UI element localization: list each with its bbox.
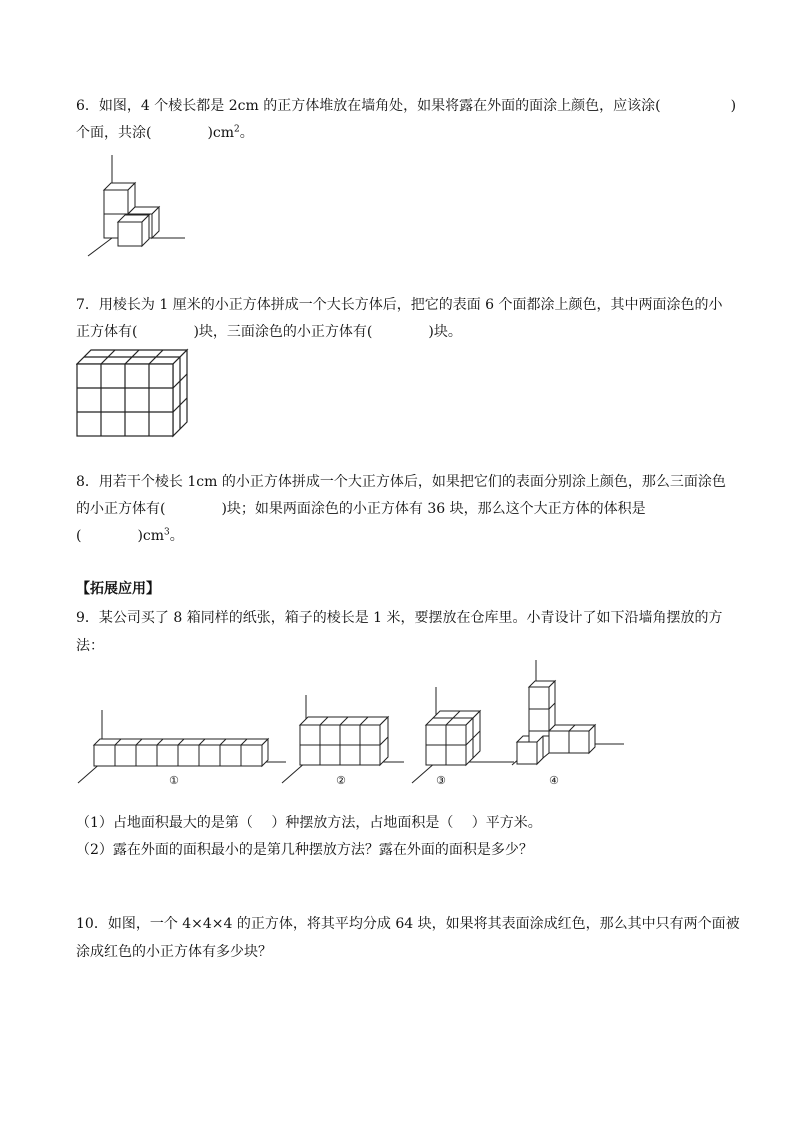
q9-label-2: ② bbox=[336, 774, 346, 787]
q6-line1: 6．如图，4 个棱长都是 2cm 的正方体堆放在墙角处，如果将露在外面的面涂上颜色，应该涂( ) bbox=[76, 98, 737, 114]
q10-line1: 10．如图，一个 4×4×4 的正方体，将其平均分成 64 块，如果将其表面涂成红色，那么其中只有两个面被 bbox=[76, 916, 740, 932]
q6-line2-text: 个面，共涂( )cm bbox=[76, 125, 235, 141]
q8-line3 bbox=[76, 526, 184, 546]
arrangement-3 bbox=[412, 687, 514, 783]
q9-sub1: （1）占地面积最大的是第（ ）种摆放方法，占地面积是（ ）平方米。 bbox=[76, 815, 542, 831]
q7-cuboid-grid-diagram bbox=[76, 348, 192, 440]
q8-line1: 8．用若干个棱长 1cm 的小正方体拼成一个大正方体后，如果把它们的表面分别涂上颜色，那么三面涂色 bbox=[76, 474, 726, 490]
arrangement-2 bbox=[282, 695, 404, 783]
q8-unit-exponent: 3 bbox=[164, 527, 170, 538]
q8-line2: 的小正方体有( )块；如果两面涂色的小正方体有 36 块，那么这个大正方体的体积是 bbox=[76, 501, 646, 517]
q6-unit-exponent: 2 bbox=[234, 124, 240, 135]
section-title: 【拓展应用】 bbox=[76, 581, 160, 597]
q6-figure bbox=[80, 150, 190, 260]
q9-sub2: （2）露在外面的面积最小的是第几种摆放方法？露在外面的面积是多少？ bbox=[76, 842, 533, 858]
q10-line2: 涂成红色的小正方体有多少块？ bbox=[76, 944, 272, 960]
q9-label-4: ④ bbox=[549, 774, 559, 787]
q8-line3-text: ( )cm bbox=[76, 528, 165, 544]
q9-label-3: ③ bbox=[436, 774, 446, 787]
q6-line2 bbox=[76, 123, 254, 143]
q6-line2-end: 。 bbox=[239, 125, 254, 141]
arrangement-4 bbox=[512, 660, 624, 765]
q8-line3-end: 。 bbox=[169, 528, 184, 544]
q9-line2: 法： bbox=[76, 638, 104, 654]
q7-line1: 7．用棱长为 1 厘米的小正方体拼成一个大长方体后，把它的表面 6 个面都涂上颜色，其中两面涂色的小 bbox=[76, 297, 723, 313]
q9-line1: 9．某公司买了 8 箱同样的纸张，箱子的棱长是 1 米，要摆放在仓库里。小青设计了如下沿墙角摆放的方 bbox=[76, 610, 723, 626]
q7-line2: 正方体有( )块，三面涂色的小正方体有( )块。 bbox=[76, 324, 462, 340]
q9-label-1: ① bbox=[169, 774, 179, 787]
q7-figure bbox=[76, 348, 192, 440]
q6-corner-cubes-diagram bbox=[80, 150, 190, 260]
floor-side-edge bbox=[88, 238, 112, 256]
arrangement-1 bbox=[78, 710, 286, 783]
